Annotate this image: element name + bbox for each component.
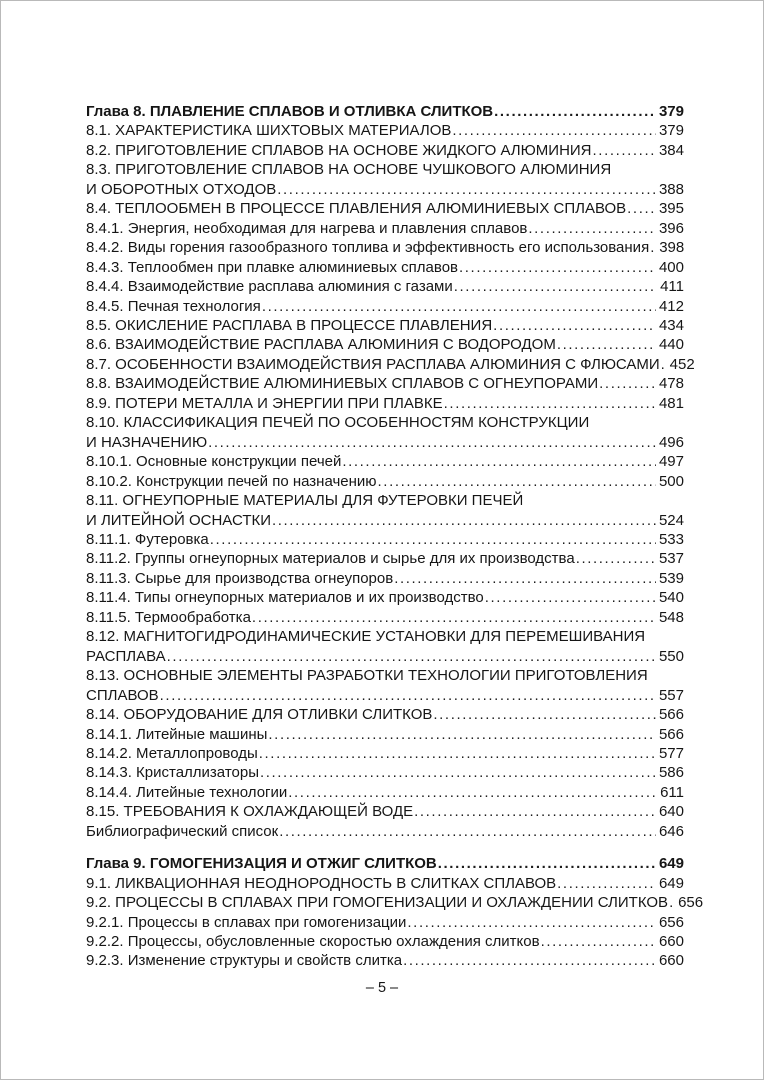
dot-leader xyxy=(454,277,657,296)
toc-entry-label: 9.2.3. Изменение структуры и свойств слитка xyxy=(86,952,403,970)
toc-entry-label: 8.11.1. Футеровка xyxy=(86,530,209,548)
toc-entry-page-number: 646 xyxy=(658,822,684,840)
toc-entry xyxy=(86,121,684,140)
dot-leader xyxy=(485,588,656,607)
dot-leader xyxy=(279,822,656,841)
toc-entry-label: 8.4.3. Теплообмен при плавке алюминиевых сплавов xyxy=(86,258,459,276)
toc-entry xyxy=(86,374,684,393)
toc-entry-label: 8.4.5. Печная технология xyxy=(86,297,261,315)
toc-entry-page-number: 379 xyxy=(658,122,684,140)
toc-entry-label: 9.1. ЛИКВАЦИОННАЯ НЕОДНОРОДНОСТЬ В СЛИТКАХ СПЛАВОВ xyxy=(86,874,557,892)
toc-entry-page-number: 395 xyxy=(658,200,684,218)
toc-entry xyxy=(86,452,684,471)
dot-leader xyxy=(394,569,656,588)
toc-entry-page-number: 539 xyxy=(658,569,684,587)
toc-entry-page-number: 548 xyxy=(658,608,684,626)
toc-entry-page-number: 412 xyxy=(658,297,684,315)
dot-leader xyxy=(438,854,656,873)
toc-entry-label: 8.11.2. Группы огнеупорных материалов и сырье для их производства xyxy=(86,550,575,568)
toc-entry-page-number: 660 xyxy=(658,952,684,970)
toc-entry xyxy=(86,783,684,802)
dot-leader xyxy=(160,686,656,705)
toc-entry-label: 8.10.2. Конструкции печей по назначению xyxy=(86,472,377,490)
toc-entry-page-number: 400 xyxy=(658,258,684,276)
toc-entry-page-number: 411 xyxy=(660,278,684,296)
toc-entry-label: 8.2. ПРИГОТОВЛЕНИЕ СПЛАВОВ НА ОСНОВЕ ЖИДКОГО АЛЮМИНИЯ xyxy=(86,141,592,159)
toc-entry-label: 8.7. ОСОБЕННОСТИ ВЗАИМОДЕЙСТВИЯ РАСПЛАВА АЛЮМИНИЯ С ФЛЮСАМИ xyxy=(86,355,660,373)
toc-entry-label: 8.1. ХАРАКТЕРИСТИКА ШИХТОВЫХ МАТЕРИАЛОВ xyxy=(86,122,452,140)
toc-entry-label: И НАЗНАЧЕНИЮ xyxy=(86,433,208,451)
toc-entry-page-number: 640 xyxy=(658,803,684,821)
toc-entry-label: 8.14.4. Литейные технологии xyxy=(86,783,288,801)
toc-entry-page-number: 611 xyxy=(660,783,684,801)
toc-entry xyxy=(86,588,684,607)
toc-entry-page-number: 497 xyxy=(658,453,684,471)
toc-entry-page-number: 496 xyxy=(658,433,684,451)
dot-leader xyxy=(452,121,656,140)
toc-entry xyxy=(86,530,684,549)
toc-entry-label: 8.14.3. Кристаллизаторы xyxy=(86,764,259,782)
toc-entry-page-number: 452 xyxy=(669,355,695,373)
toc-entry xyxy=(86,874,684,893)
toc-entry-page-number: 384 xyxy=(658,141,684,159)
toc-entry-page-number: 500 xyxy=(658,472,684,490)
toc-entry xyxy=(86,316,684,335)
toc-entry xyxy=(86,297,684,316)
toc-entry-label: 8.11.4. Типы огнеупорных материалов и их производство xyxy=(86,589,484,607)
dot-leader xyxy=(669,893,675,912)
toc-entry-label: 8.3. ПРИГОТОВЛЕНИЕ СПЛАВОВ НА ОСНОВЕ ЧУШКОВОГО АЛЮМИНИЯ xyxy=(86,161,612,179)
toc-entry-page-number: 524 xyxy=(658,511,684,529)
toc-entry xyxy=(86,472,684,491)
toc-entry-label: 8.5. ОКИСЛЕНИЕ РАСПЛАВА В ПРОЦЕССЕ ПЛАВЛЕНИЯ xyxy=(86,316,493,334)
toc-entry-label: Глава 8. ПЛАВЛЕНИЕ СПЛАВОВ И ОТЛИВКА СЛИТКОВ xyxy=(86,103,494,120)
toc-entry xyxy=(86,511,684,530)
toc-entry-label: И ОБОРОТНЫХ ОТХОДОВ xyxy=(86,180,277,198)
toc-entry-page-number: 557 xyxy=(658,686,684,704)
toc-entry-page-number: 649 xyxy=(658,855,684,873)
dot-leader xyxy=(403,951,656,970)
toc-entry-label: 8.10.1. Основные конструкции печей xyxy=(86,453,342,471)
toc-entry-page-number: 537 xyxy=(658,550,684,568)
dot-leader xyxy=(167,647,656,666)
toc-entry-label: РАСПЛАВА xyxy=(86,647,166,665)
dot-leader xyxy=(493,316,656,335)
toc-entry xyxy=(86,180,684,199)
toc-entry-label: 8.8. ВЗАИМОДЕЙСТВИЕ АЛЮМИНИЕВЫХ СПЛАВОВ С ОГНЕУПОРАМИ xyxy=(86,375,599,393)
dot-leader xyxy=(459,258,656,277)
toc-entry xyxy=(86,394,684,413)
toc-entry-label: СПЛАВОВ xyxy=(86,686,159,704)
toc-entry-label: 8.15. ТРЕБОВАНИЯ К ОХЛАЖДАЮЩЕЙ ВОДЕ xyxy=(86,803,414,821)
dot-leader xyxy=(444,394,656,413)
dot-leader xyxy=(288,783,657,802)
dot-leader xyxy=(252,608,656,627)
dot-leader xyxy=(268,725,656,744)
toc-entry xyxy=(86,491,684,510)
toc-entry-page-number: 586 xyxy=(658,764,684,782)
toc-entry-label: 8.14.1. Литейные машины xyxy=(86,725,268,743)
dot-leader xyxy=(259,744,656,763)
toc-entry-label: 8.11.3. Сырье для производства огнеупоров xyxy=(86,569,394,587)
toc-entry xyxy=(86,666,684,685)
toc-entry xyxy=(86,413,684,432)
chapter-gap xyxy=(86,841,684,854)
toc-entry xyxy=(86,238,684,257)
dot-leader xyxy=(407,913,656,932)
toc-entry-page-number: 550 xyxy=(658,647,684,665)
toc-entry-label: 8.11.5. Термообработка xyxy=(86,608,251,626)
toc-entry-page-number: 660 xyxy=(658,933,684,951)
toc-entry-label: 9.2. ПРОЦЕССЫ В СПЛАВАХ ПРИ ГОМОГЕНИЗАЦИИ И ОХЛАЖДЕНИИ СЛИТКОВ xyxy=(86,894,669,912)
toc-entry xyxy=(86,141,684,160)
toc-entry-label: И ЛИТЕЙНОЙ ОСНАСТКИ xyxy=(86,511,271,529)
toc-entry xyxy=(86,744,684,763)
toc-entry-label: 8.4. ТЕПЛООБМЕН В ПРОЦЕССЕ ПЛАВЛЕНИЯ АЛЮМИНИЕВЫХ СПЛАВОВ xyxy=(86,200,627,218)
toc-entry xyxy=(86,219,684,238)
toc-entry xyxy=(86,951,684,970)
toc-entry-label: 9.2.2. Процессы, обусловленные скоростью охлаждения слитков xyxy=(86,933,540,951)
dot-leader xyxy=(210,530,656,549)
toc-entry xyxy=(86,433,684,452)
toc-entry xyxy=(86,569,684,588)
dot-leader xyxy=(593,141,656,160)
toc-entry-page-number: 388 xyxy=(658,180,684,198)
dot-leader xyxy=(627,199,656,218)
toc-entry-page-number: 566 xyxy=(658,725,684,743)
toc-entry-page-number: 649 xyxy=(658,874,684,892)
toc-entry-label: 8.12. МАГНИТОГИДРОДИНАМИЧЕСКИЕ УСТАНОВКИ ДЛЯ ПЕРЕМЕШИВАНИЯ xyxy=(86,628,646,646)
toc-entry xyxy=(86,686,684,705)
toc-entry xyxy=(86,627,684,646)
toc-entry xyxy=(86,355,695,374)
toc-entry xyxy=(86,893,704,912)
toc-entry xyxy=(86,913,684,932)
dot-leader xyxy=(528,219,656,238)
toc-entry-page-number: 379 xyxy=(658,103,684,120)
toc-entry xyxy=(86,277,684,296)
toc-entry xyxy=(86,258,684,277)
toc-entry xyxy=(86,932,684,951)
dot-leader xyxy=(260,763,656,782)
dot-leader xyxy=(342,452,656,471)
dot-leader xyxy=(557,335,656,354)
toc-entry xyxy=(86,725,684,744)
dot-leader xyxy=(599,374,656,393)
dot-leader xyxy=(414,802,656,821)
toc-entry-label: 8.4.4. Взаимодействие расплава алюминия с газами xyxy=(86,278,453,296)
toc-entry xyxy=(86,199,684,218)
toc-entry-label: 8.14. ОБОРУДОВАНИЕ ДЛЯ ОТЛИВКИ СЛИТКОВ xyxy=(86,706,433,724)
toc-entry-page-number: 577 xyxy=(658,744,684,762)
toc-entry xyxy=(86,854,684,873)
dot-leader xyxy=(576,549,656,568)
toc-entry-label: Глава 9. ГОМОГЕНИЗАЦИЯ И ОТЖИГ СЛИТКОВ xyxy=(86,855,437,873)
toc-entry-label: 8.10. КЛАССИФИКАЦИЯ ПЕЧЕЙ ПО ОСОБЕННОСТЯМ КОНСТРУКЦИИ xyxy=(86,414,590,432)
dot-leader xyxy=(378,472,656,491)
dot-leader xyxy=(262,297,656,316)
dot-leader xyxy=(494,102,656,121)
toc-entry xyxy=(86,822,684,841)
dot-leader xyxy=(650,238,656,257)
toc-entry-label: 8.4.2. Виды горения газообразного топлива и эффективность его использования xyxy=(86,239,650,257)
toc-entry-page-number: 434 xyxy=(658,316,684,334)
toc-entry-page-number: 540 xyxy=(658,589,684,607)
toc-entry-label: 8.4.1. Энергия, необходимая для нагрева и плавления сплавов xyxy=(86,219,528,237)
toc-entry-page-number: 656 xyxy=(678,894,704,912)
toc-entry xyxy=(86,102,684,121)
toc-entry-page-number: 481 xyxy=(658,394,684,412)
toc-entry xyxy=(86,608,684,627)
toc-entry-page-number: 656 xyxy=(658,913,684,931)
toc-entry-label: 8.11. ОГНЕУПОРНЫЕ МАТЕРИАЛЫ ДЛЯ ФУТЕРОВКИ ПЕЧЕЙ xyxy=(86,492,524,510)
dot-leader xyxy=(541,932,656,951)
toc-entry-label: 8.13. ОСНОВНЫЕ ЭЛЕМЕНТЫ РАЗРАБОТКИ ТЕХНОЛОГИИ ПРИГОТОВЛЕНИЯ xyxy=(86,667,648,685)
toc-entry xyxy=(86,549,684,568)
dot-leader xyxy=(433,705,656,724)
toc-entry-label: 8.6. ВЗАИМОДЕЙСТВИЕ РАСПЛАВА АЛЮМИНИЯ С ВОДОРОДОМ xyxy=(86,336,556,354)
toc-entry xyxy=(86,802,684,821)
toc-entry xyxy=(86,647,684,666)
toc-entry-label: 8.14.2. Металлопроводы xyxy=(86,744,258,762)
dot-leader xyxy=(272,511,656,530)
toc-entry xyxy=(86,335,684,354)
toc-entry xyxy=(86,705,684,724)
toc-entry-label: Библиографический список xyxy=(86,822,279,840)
toc-entry-page-number: 533 xyxy=(658,530,684,548)
toc-entry-page-number: 398 xyxy=(659,239,685,257)
toc-entry xyxy=(86,763,684,782)
toc-entry-page-number: 440 xyxy=(658,336,684,354)
dot-leader xyxy=(661,355,667,374)
toc-entry xyxy=(86,160,684,179)
page-number-footer: – 5 – xyxy=(365,980,399,996)
toc-entry-page-number: 396 xyxy=(658,219,684,237)
toc-entry-page-number: 566 xyxy=(658,706,684,724)
toc-entry-page-number: 478 xyxy=(658,375,684,393)
toc-entry-label: 8.9. ПОТЕРИ МЕТАЛЛА И ЭНЕРГИИ ПРИ ПЛАВКЕ xyxy=(86,394,443,412)
dot-leader xyxy=(277,180,656,199)
table-of-contents xyxy=(86,102,704,971)
dot-leader xyxy=(557,874,656,893)
dot-leader xyxy=(208,433,656,452)
toc-entry-label: 9.2.1. Процессы в сплавах при гомогенизации xyxy=(86,913,407,931)
